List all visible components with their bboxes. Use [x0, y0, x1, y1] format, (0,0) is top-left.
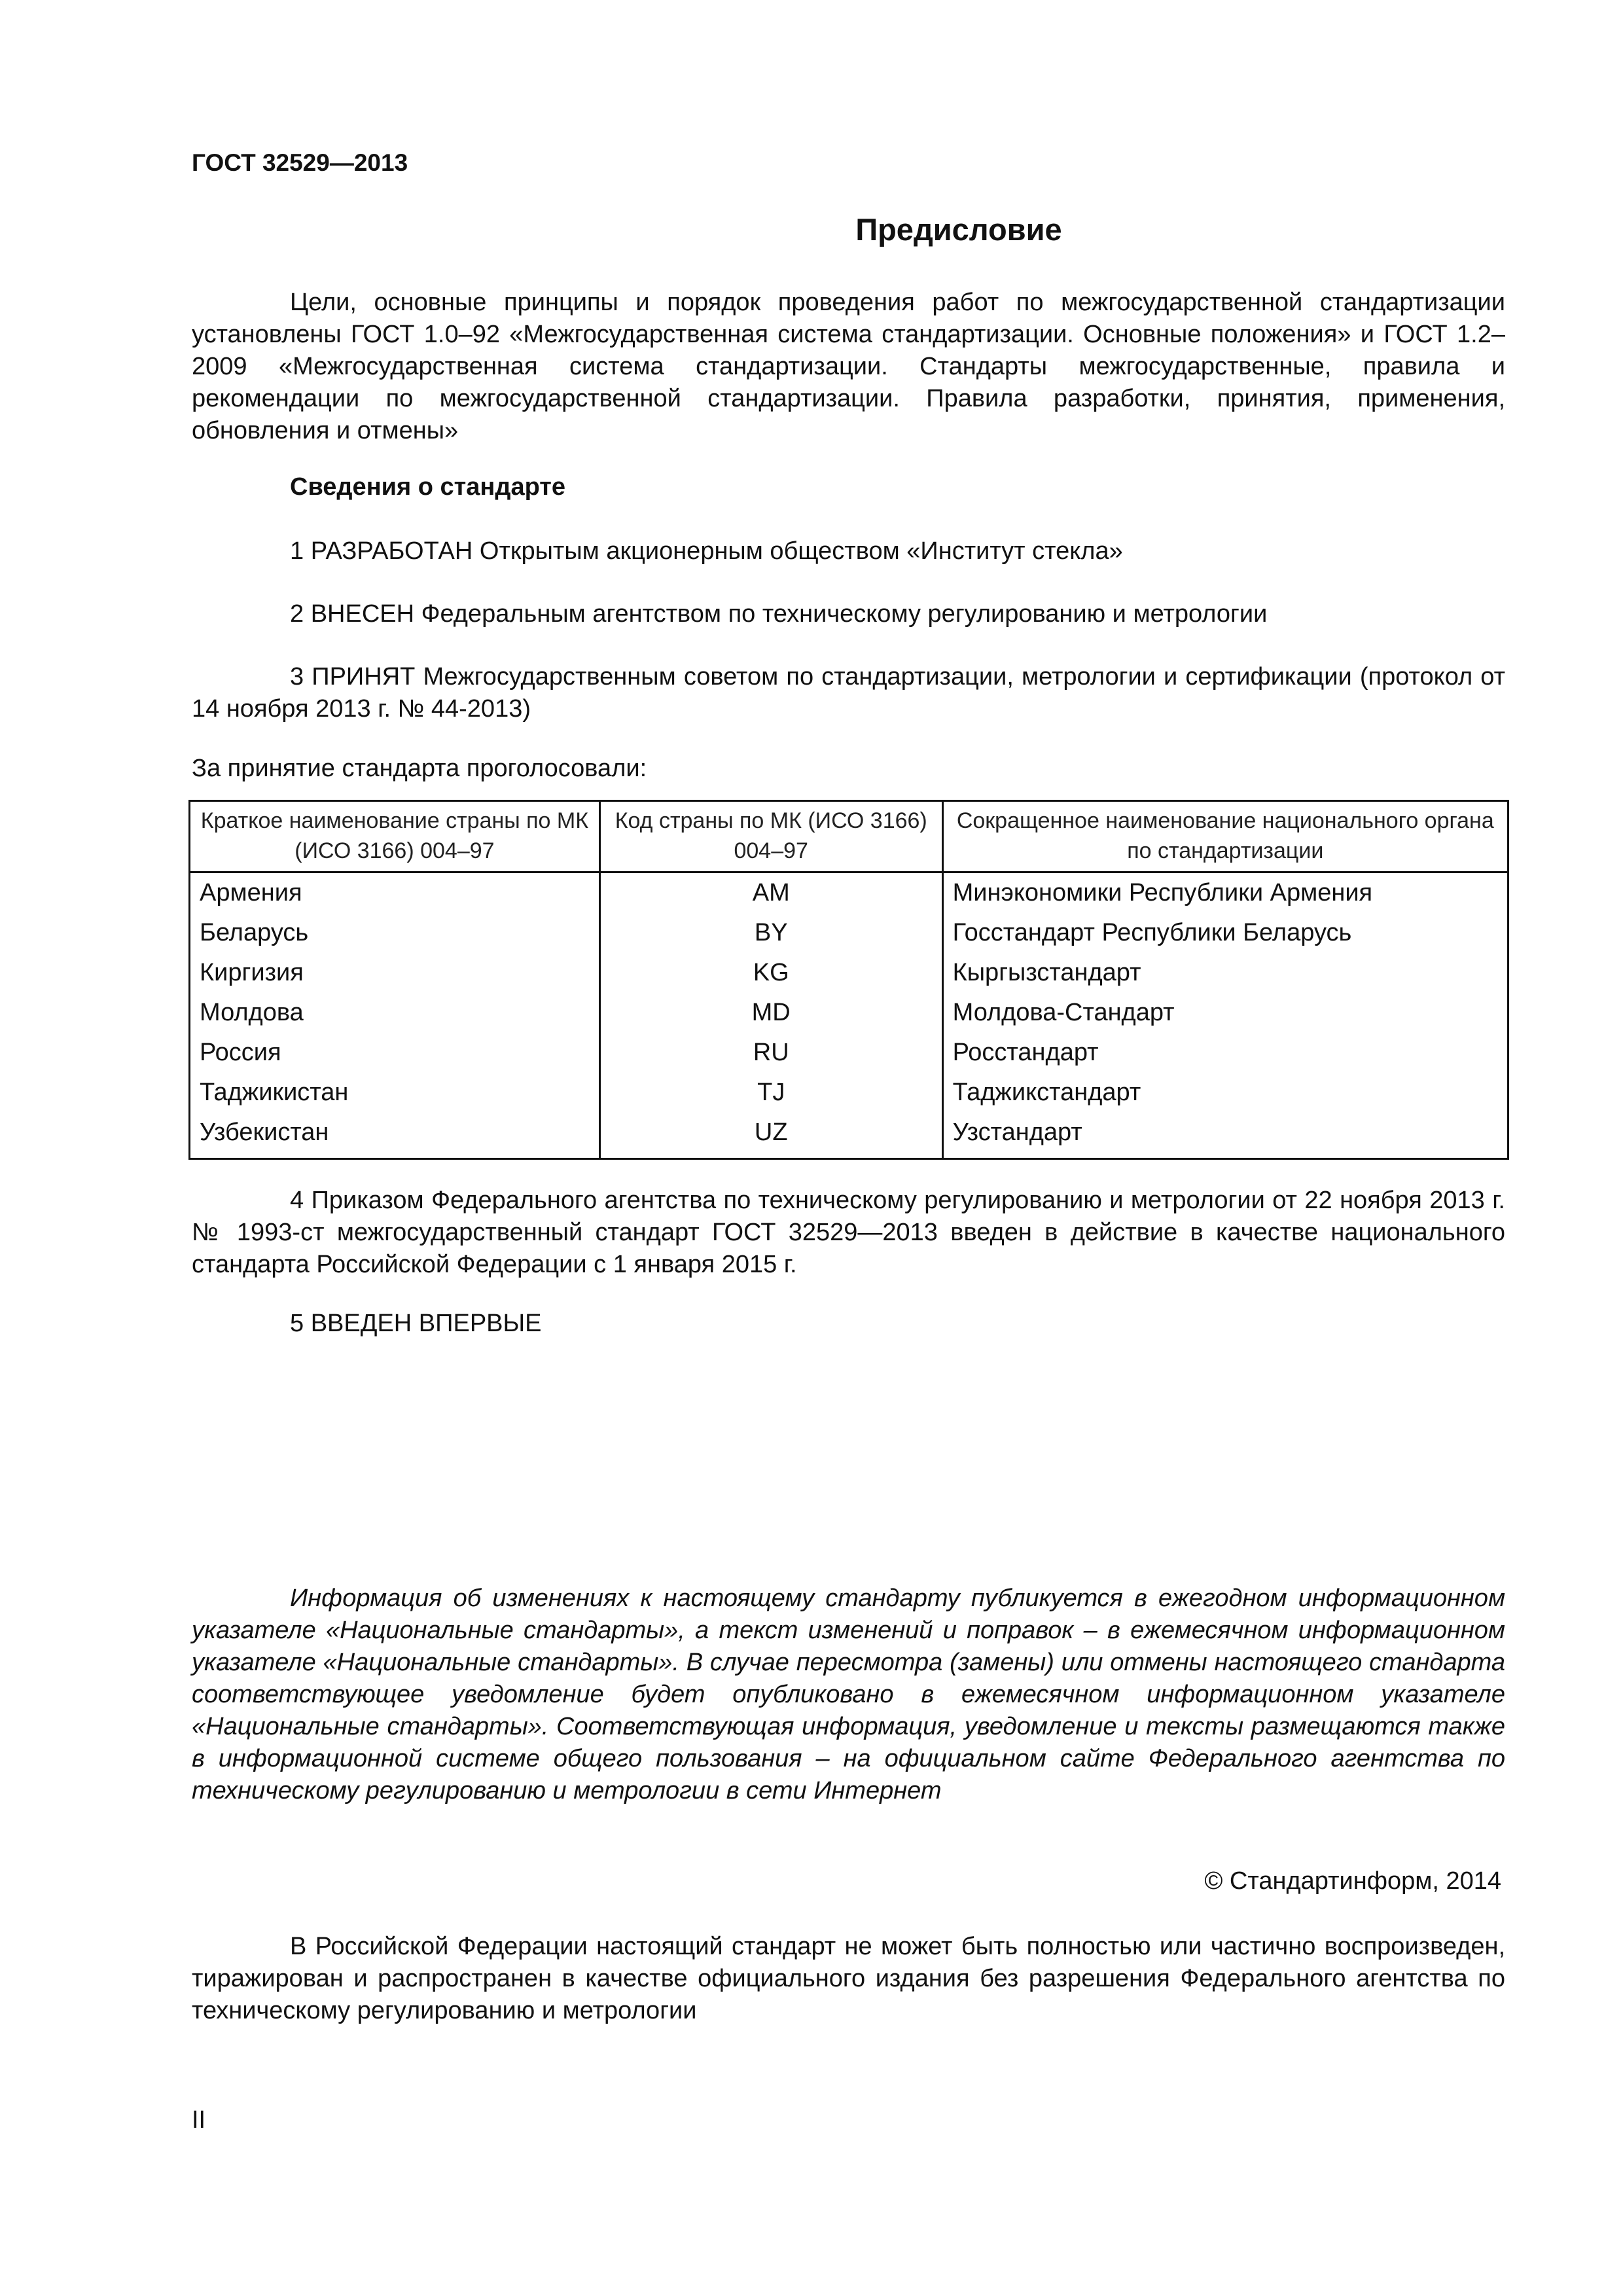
body-cell: Минэкономики Республики Армения: [942, 872, 1508, 914]
column-header-body: Сокращенное наименование национального органа по стандартизации: [942, 801, 1508, 872]
body-cell: Таджикстандарт: [942, 1073, 1508, 1113]
code-cell: TJ: [599, 1073, 942, 1113]
table-header-row: [190, 801, 1508, 872]
column-header-code: Код страны по МК (ИСО 3166) 004–97: [599, 801, 942, 872]
code-cell: KG: [599, 953, 942, 993]
country-cell: Беларусь: [190, 913, 600, 953]
rights-notice: В Российской Федерации настоящий стандарт не может быть полностью или частично воспроизведен, тиражирован и распространен в качестве официального издания без разрешения Федерального агентства по техническому регулированию и метрологии: [192, 1933, 1505, 2024]
table-row: [190, 1113, 1508, 1159]
country-cell: Россия: [190, 1033, 600, 1073]
item-4: 4 Приказом Федерального агентства по техническому регулированию и метрологии от 22 ноября 2013 г. № 1993-ст межгосударственный стандарт ГОСТ 32529—2013 введен в действие в качестве национального стандарта Российской Федерации с 1 января 2015 г.: [192, 1187, 1505, 1278]
copyright-line: © Стандартинформ, 2014: [1204, 1867, 1501, 1895]
item-5: 5 ВВЕДЕН ВПЕРВЫЕ: [290, 1310, 542, 1337]
country-cell: Таджикистан: [190, 1073, 600, 1113]
code-cell: BY: [599, 913, 942, 953]
table-row: [190, 872, 1508, 914]
table-row: [190, 913, 1508, 953]
table-row: [190, 993, 1508, 1033]
code-cell: RU: [599, 1033, 942, 1073]
body-cell: Кыргызстандарт: [942, 953, 1508, 993]
body-cell: Росстандарт: [942, 1033, 1508, 1073]
code-cell: MD: [599, 993, 942, 1033]
page-number: II: [192, 2106, 206, 2134]
country-cell: Молдова: [190, 993, 600, 1033]
page-title: Предисловие: [855, 212, 1062, 247]
item-2: 2 ВНЕСЕН Федеральным агентством по техническому регулированию и метрологии: [290, 600, 1268, 628]
table-row: [190, 953, 1508, 993]
item-3: 3 ПРИНЯТ Межгосударственным советом по стандартизации, метрологии и сертификации (протокол от 14 ноября 2013 г. № 44-2013): [192, 663, 1505, 723]
intro-paragraph: Цели, основные принципы и порядок проведения работ по межгосударственной стандартизации установлены ГОСТ 1.0–92 «Межгосударственная система стандартизации. Основные положения» и ГОСТ 1.2–2009 «Межгосударственная система стандартизации. Стандарты межгосударственные, правила и рекомендации по межгосударственной стандартизации. Правила разработки, принятия, применения, обновления и отмены»: [192, 289, 1505, 444]
table-row: [190, 1073, 1508, 1113]
body-cell: Молдова-Стандарт: [942, 993, 1508, 1033]
member-states-table: [188, 800, 1509, 1160]
info-heading: Сведения о стандарте: [290, 473, 566, 501]
country-cell: Узбекистан: [190, 1113, 600, 1159]
item-1: 1 РАЗРАБОТАН Открытым акционерным обществом «Институт стекла»: [290, 537, 1123, 565]
column-header-country: Краткое наименование страны по МК (ИСО 3166) 004–97: [190, 801, 600, 872]
code-cell: UZ: [599, 1113, 942, 1159]
body-cell: Узстандарт: [942, 1113, 1508, 1159]
changes-notice: Информация об изменениях к настоящему стандарту публикуется в ежегодном информационном указателе «Национальные стандарты», а текст изменений и поправок – в ежемесячном информационном указателе «Национальные стандарты». В случае пересмотра (замены) или отмены настоящего стандарта соответствующее уведомление будет опубликовано в ежемесячном информационном указателе «Национальные стандарты». Соответствующая информация, уведомление и тексты размещаются также в информационной системе общего пользования – на официальном сайте Федерального агентства по техническому регулированию и метрологии в сети Интернет: [192, 1585, 1505, 1804]
country-cell: Армения: [190, 872, 600, 914]
country-cell: Киргизия: [190, 953, 600, 993]
vote-label: За принятие стандарта проголосовали:: [192, 755, 647, 782]
table-row: [190, 1033, 1508, 1073]
code-cell: AM: [599, 872, 942, 914]
body-cell: Госстандарт Республики Беларусь: [942, 913, 1508, 953]
document-header: ГОСТ 32529—2013: [192, 149, 408, 176]
